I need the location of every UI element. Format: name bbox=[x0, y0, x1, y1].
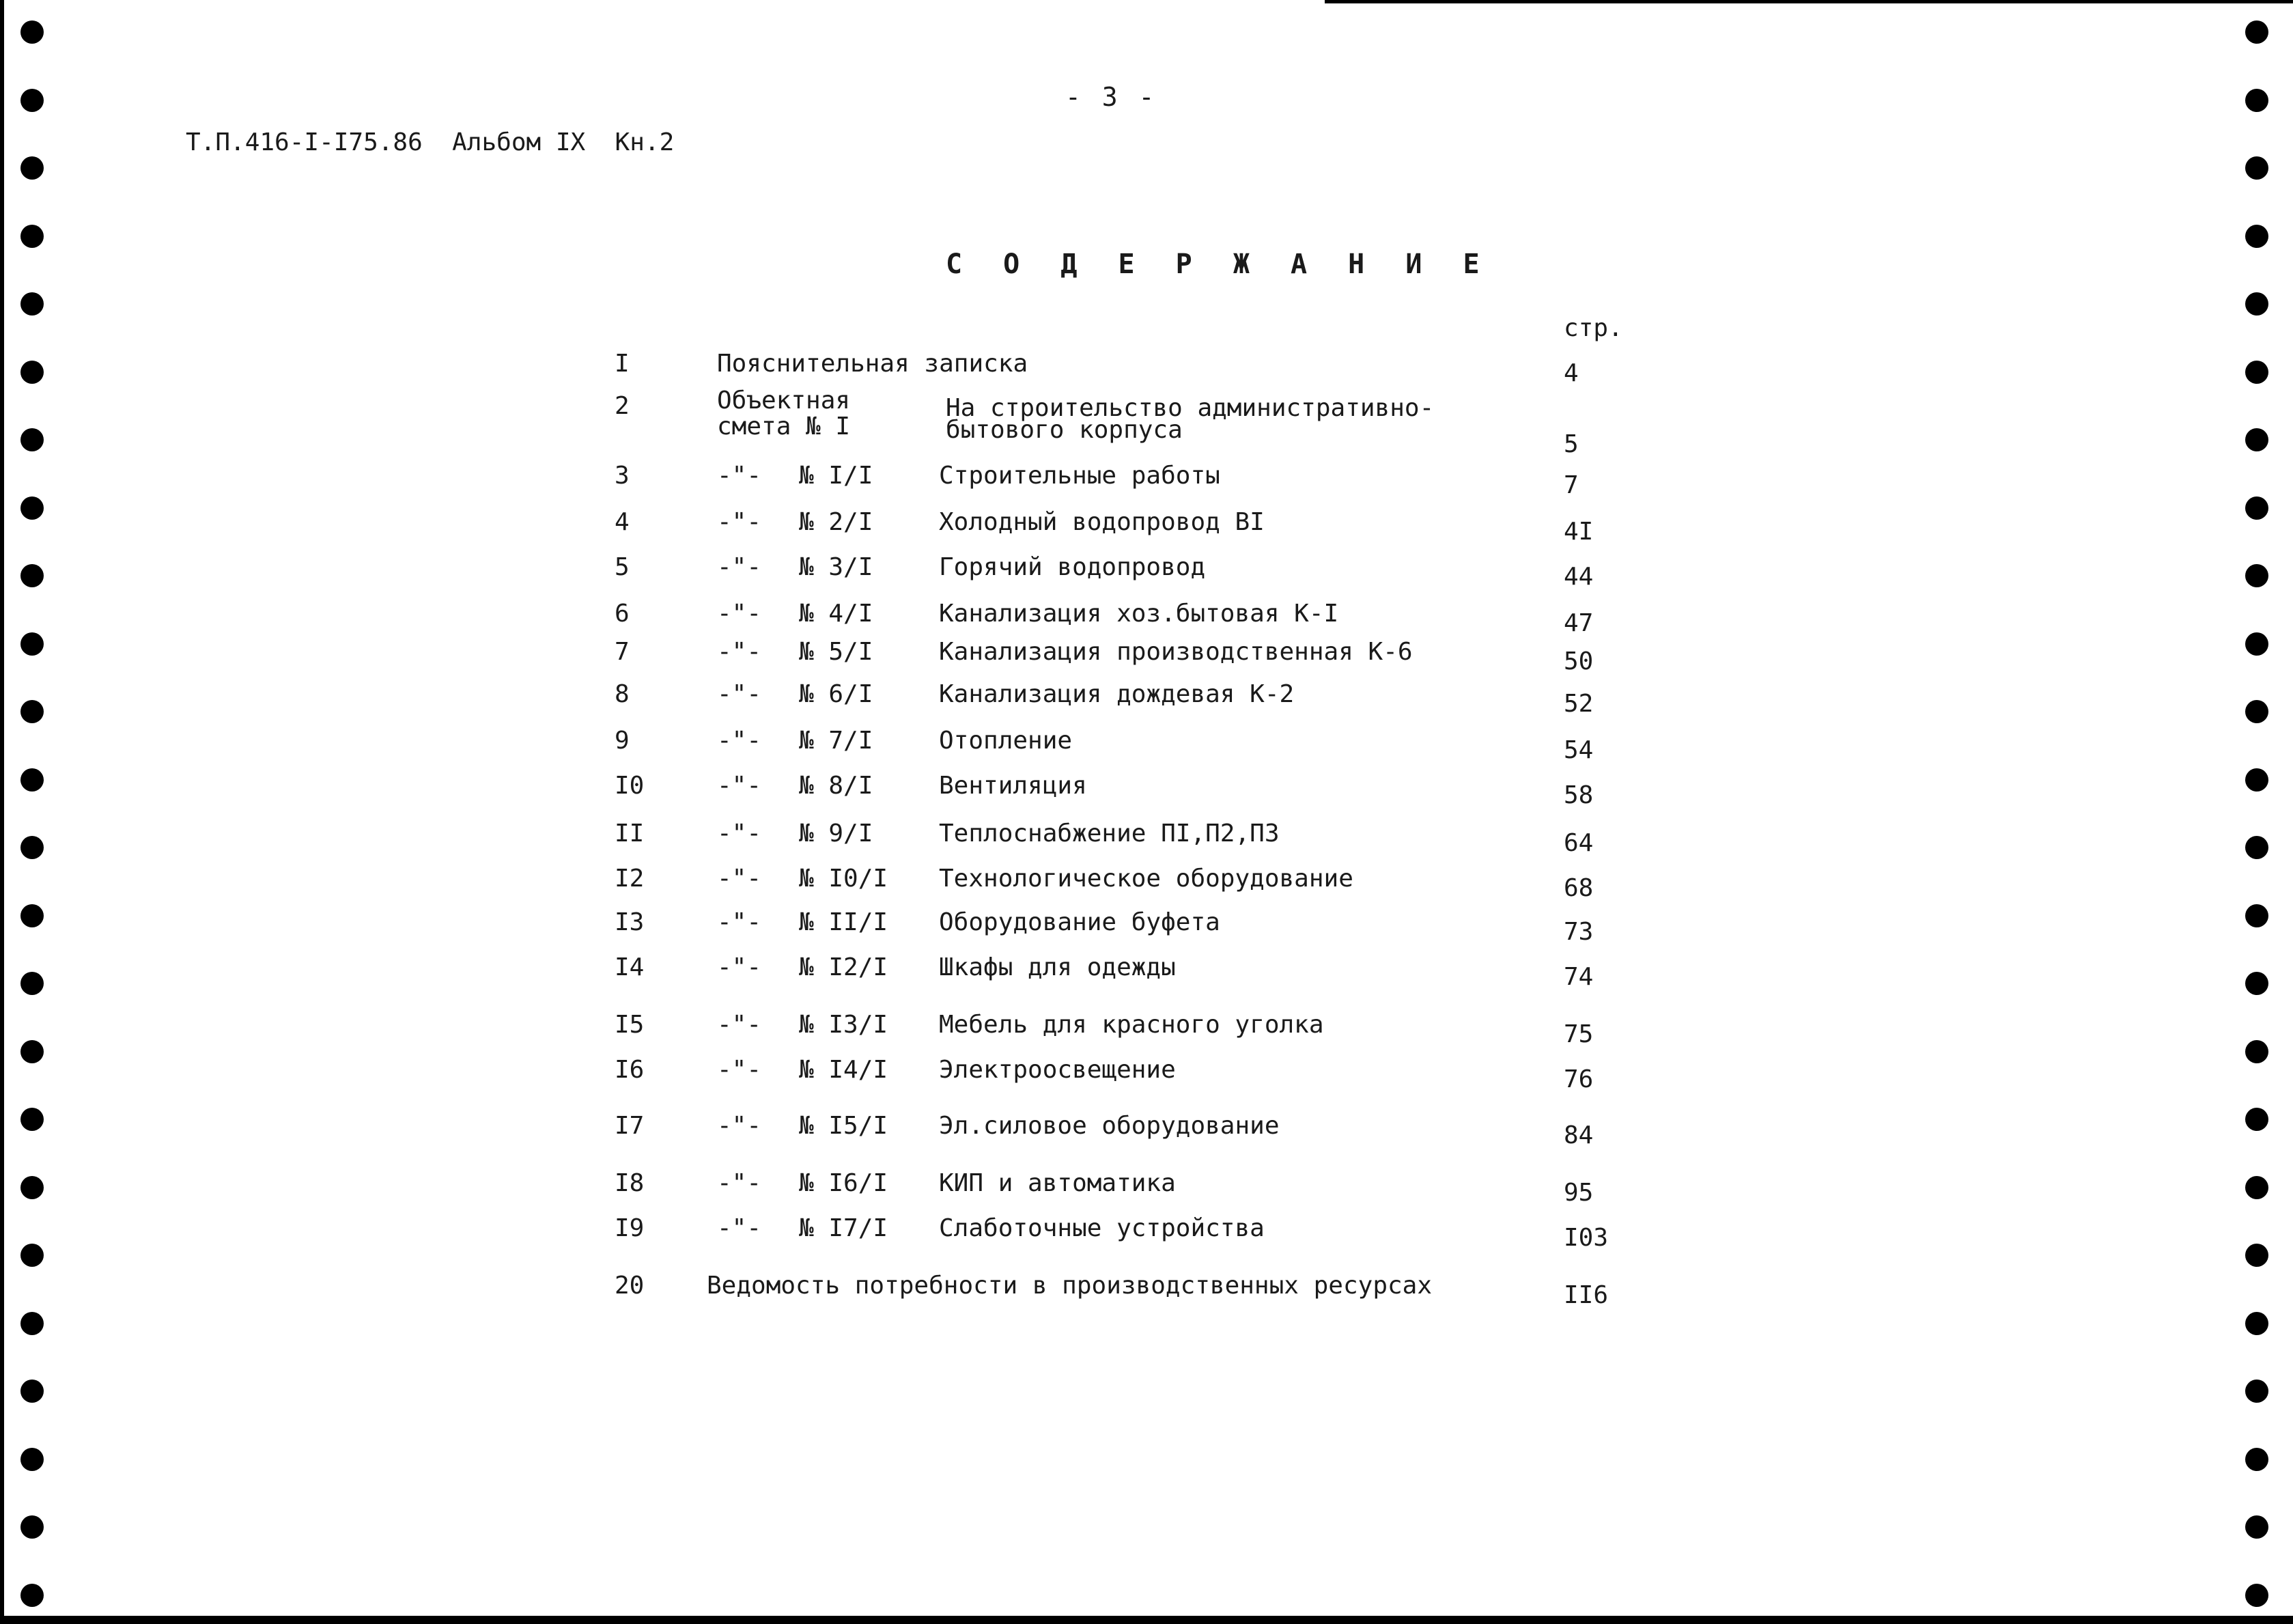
toc-row-ditto: -"- bbox=[717, 600, 762, 628]
toc-row bbox=[0, 600, 2293, 641]
toc-row-page: 76 bbox=[1564, 1065, 1594, 1093]
toc-row-final bbox=[0, 1272, 2293, 1313]
toc-row-estimate-number: № I4/I bbox=[799, 1056, 888, 1084]
toc-row-ditto: -"- bbox=[717, 953, 762, 981]
toc-row-estimate-number: № I/I bbox=[799, 462, 873, 490]
toc-row-number: I7 bbox=[615, 1112, 645, 1140]
toc-row-number: I9 bbox=[615, 1214, 645, 1242]
toc-row-number: 2 bbox=[615, 392, 630, 420]
toc-row-object-estimate: Объектная смета № I bbox=[717, 387, 851, 440]
toc-row-page: 68 bbox=[1564, 874, 1594, 902]
toc-row bbox=[0, 1011, 2293, 1052]
perforation-hole bbox=[2245, 1448, 2268, 1471]
toc-row-title: Пояснительная записка bbox=[717, 350, 1028, 378]
toc-row-title: Шкафы для одежды bbox=[939, 953, 1176, 981]
perforation-hole bbox=[2245, 1584, 2268, 1607]
toc-row-estimate-number: № I6/I bbox=[799, 1169, 888, 1197]
toc-row-estimate-number: № 6/I bbox=[799, 680, 873, 708]
page-column-header: стр. bbox=[1564, 314, 1623, 342]
toc-row bbox=[0, 953, 2293, 994]
perforation-hole bbox=[20, 1380, 44, 1403]
toc-row bbox=[0, 908, 2293, 949]
toc-row-page: 47 bbox=[1564, 609, 1594, 637]
toc-row-ditto: -"- bbox=[717, 1214, 762, 1242]
toc-row-title: Канализация хоз.бытовая К-I bbox=[939, 600, 1339, 628]
toc-row-title: Теплоснабжение ПI,П2,П3 bbox=[939, 820, 1280, 848]
toc-row-estimate-number: № 3/I bbox=[799, 553, 873, 581]
perforation-hole bbox=[2245, 156, 2268, 180]
perforation-hole bbox=[20, 89, 44, 112]
perforation-hole bbox=[20, 1584, 44, 1607]
toc-row-number: I bbox=[615, 350, 630, 378]
toc-row-page: 5 bbox=[1564, 430, 1579, 458]
toc-row-estimate-number: № I2/I bbox=[799, 953, 888, 981]
perforation-hole bbox=[20, 20, 44, 44]
toc-row-page: 95 bbox=[1564, 1179, 1594, 1207]
perforation-hole bbox=[20, 1448, 44, 1471]
toc-row bbox=[0, 638, 2293, 679]
toc-row-ditto: -"- bbox=[717, 820, 762, 848]
toc-row-ditto: -"- bbox=[717, 1112, 762, 1140]
toc-row-estimate-number: № 2/I bbox=[799, 508, 873, 536]
toc-row-title: Канализация производственная К-6 bbox=[939, 638, 1413, 666]
toc-row-summary bbox=[0, 387, 2293, 458]
toc-heading: С О Д Е Р Ж А Н И Е bbox=[946, 249, 1492, 280]
toc-row bbox=[0, 462, 2293, 503]
toc-row-page: 75 bbox=[1564, 1020, 1594, 1048]
toc-row-estimate-number: № I3/I bbox=[799, 1011, 888, 1039]
toc-row-page: 64 bbox=[1564, 829, 1594, 857]
toc-row-number: 9 bbox=[615, 727, 630, 755]
toc-row-title: Слаботочные устройства bbox=[939, 1214, 1265, 1242]
toc-row-number: 3 bbox=[615, 462, 630, 490]
perforation-hole bbox=[20, 156, 44, 180]
toc-row-number: 5 bbox=[615, 553, 630, 581]
toc-row bbox=[0, 1169, 2293, 1210]
toc-row-ditto: -"- bbox=[717, 508, 762, 536]
toc-row-ditto: -"- bbox=[717, 638, 762, 666]
toc-row-title: Оборудование буфета bbox=[939, 908, 1220, 936]
perforation-hole bbox=[2245, 1312, 2268, 1335]
toc-row-title: Ведомость потребности в производственных ресурсах bbox=[707, 1272, 1433, 1300]
toc-row-number: I0 bbox=[615, 772, 645, 800]
toc-row-page: 58 bbox=[1564, 781, 1594, 809]
document-code: Т.П.416-I-I75.86 Альбом IX Кн.2 bbox=[186, 128, 675, 156]
toc-row-estimate-number: № 8/I bbox=[799, 772, 873, 800]
toc-row-title: Отопление bbox=[939, 727, 1073, 755]
toc-row-estimate-number: № II/I bbox=[799, 908, 888, 936]
toc-row-number: 8 bbox=[615, 680, 630, 708]
toc-row-estimate-number: № 7/I bbox=[799, 727, 873, 755]
toc-row-estimate-number: № I0/I bbox=[799, 865, 888, 893]
toc-row bbox=[0, 680, 2293, 721]
toc-row bbox=[0, 1056, 2293, 1097]
toc-row-page: 7 bbox=[1564, 471, 1579, 499]
perforation-hole bbox=[2245, 1380, 2268, 1403]
toc-row-title: Электроосвещение bbox=[939, 1056, 1176, 1084]
toc-row-page: 4I bbox=[1564, 518, 1594, 546]
toc-row-number: I3 bbox=[615, 908, 645, 936]
toc-row-number: 6 bbox=[615, 600, 630, 628]
toc-row-estimate-number: № I5/I bbox=[799, 1112, 888, 1140]
toc-row-page: 4 bbox=[1564, 359, 1579, 387]
toc-row bbox=[0, 508, 2293, 549]
perforation-hole bbox=[2245, 225, 2268, 248]
toc-row-estimate-number: № 5/I bbox=[799, 638, 873, 666]
perforation-hole bbox=[20, 1312, 44, 1335]
perforation-hole bbox=[20, 292, 44, 316]
toc-row-ditto: -"- bbox=[717, 908, 762, 936]
perforation-hole bbox=[2245, 20, 2268, 44]
toc-row-page: 74 bbox=[1564, 963, 1594, 991]
toc-row-number: 7 bbox=[615, 638, 630, 666]
toc-row bbox=[0, 727, 2293, 768]
toc-row-page: 44 bbox=[1564, 563, 1594, 591]
toc-row-number: I8 bbox=[615, 1169, 645, 1197]
toc-row-estimate-number: № 9/I bbox=[799, 820, 873, 848]
toc-row-number: I4 bbox=[615, 953, 645, 981]
toc-row-title: Вентиляция bbox=[939, 772, 1087, 800]
toc-row-title: Эл.силовое оборудование bbox=[939, 1112, 1280, 1140]
toc-row-page: 52 bbox=[1564, 690, 1594, 718]
toc-row-page: 73 bbox=[1564, 918, 1594, 946]
toc-row-number: I6 bbox=[615, 1056, 645, 1084]
toc-row-page: I03 bbox=[1564, 1224, 1609, 1252]
perforation-hole bbox=[2245, 292, 2268, 316]
toc-row-page: 54 bbox=[1564, 736, 1594, 764]
toc-row-title: Горячий водопровод bbox=[939, 553, 1206, 581]
perforation-hole bbox=[20, 1515, 44, 1539]
toc-row-ditto: -"- bbox=[717, 1056, 762, 1084]
scan-edge-top bbox=[1325, 0, 2293, 3]
toc-row-page: 84 bbox=[1564, 1121, 1594, 1149]
perforation-hole bbox=[20, 225, 44, 248]
toc-row-ditto: -"- bbox=[717, 1011, 762, 1039]
toc-row-title: Технологическое оборудование bbox=[939, 865, 1353, 893]
page-number: - 3 - bbox=[1065, 82, 1157, 112]
toc-row-number: 20 bbox=[615, 1272, 645, 1300]
toc-row-ditto: -"- bbox=[717, 462, 762, 490]
perforation-hole bbox=[2245, 89, 2268, 112]
toc-row bbox=[0, 1214, 2293, 1255]
toc-row-ditto: -"- bbox=[717, 553, 762, 581]
toc-row-ditto: -"- bbox=[717, 727, 762, 755]
toc-row-ditto: -"- bbox=[717, 865, 762, 893]
toc-row bbox=[0, 865, 2293, 906]
toc-row-estimate-number: № 4/I bbox=[799, 600, 873, 628]
toc-row-title: Холодный водопровод BI bbox=[939, 508, 1265, 536]
toc-row bbox=[0, 553, 2293, 594]
toc-row-title: КИП и автоматика bbox=[939, 1169, 1176, 1197]
toc-row-ditto: -"- bbox=[717, 1169, 762, 1197]
toc-row-number: I2 bbox=[615, 865, 645, 893]
toc-row bbox=[0, 1112, 2293, 1153]
toc-row-ditto: -"- bbox=[717, 680, 762, 708]
toc-row-number: 4 bbox=[615, 508, 630, 536]
scan-edge-bottom bbox=[0, 1616, 2293, 1624]
toc-row-estimate-number: № I7/I bbox=[799, 1214, 888, 1242]
toc-row bbox=[0, 820, 2293, 860]
toc-row-ditto: -"- bbox=[717, 772, 762, 800]
toc-row-page: II6 bbox=[1564, 1281, 1609, 1309]
toc-row-intro bbox=[0, 350, 2293, 391]
toc-row-title: Канализация дождевая К-2 bbox=[939, 680, 1295, 708]
toc-row-page: 50 bbox=[1564, 647, 1594, 675]
toc-row-title: Мебель для красного уголка bbox=[939, 1011, 1324, 1039]
toc-row-title: Строительные работы bbox=[939, 462, 1220, 490]
toc-row-number: II bbox=[615, 820, 645, 848]
toc-row bbox=[0, 772, 2293, 813]
perforation-hole bbox=[2245, 1515, 2268, 1539]
toc-row-title: На строительство административно-бытового корпуса bbox=[946, 394, 1435, 444]
toc-row-number: I5 bbox=[615, 1011, 645, 1039]
